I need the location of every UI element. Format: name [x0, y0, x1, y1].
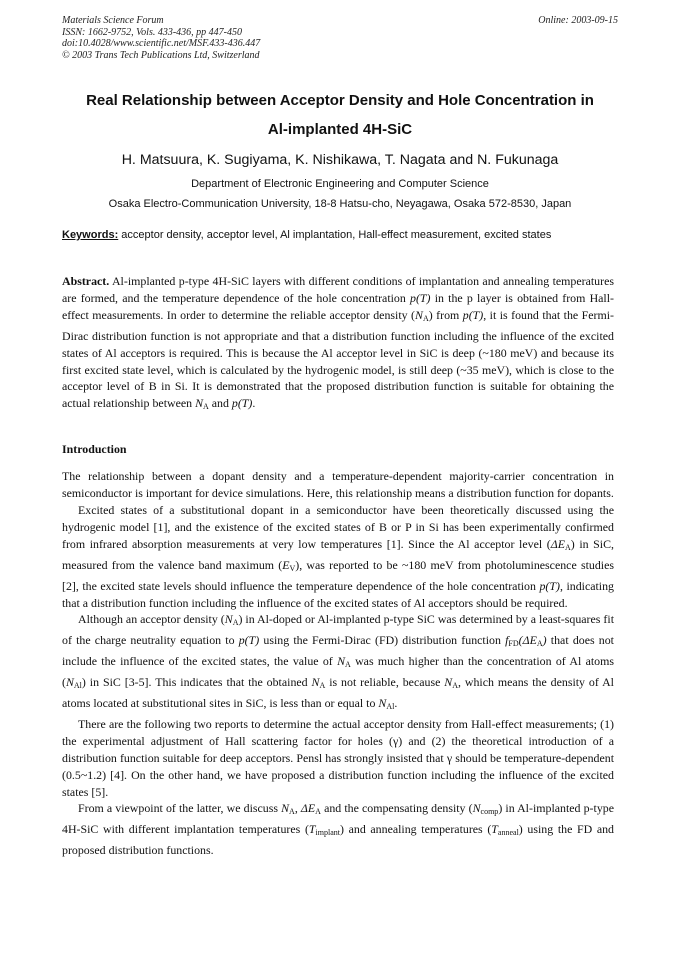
journal-name: Materials Science Forum	[62, 15, 164, 26]
keywords-label: Keywords:	[62, 229, 119, 241]
symbol-NA: $N_A$	[311, 675, 326, 691]
symbol-gamma: γ	[446, 750, 453, 765]
introduction-heading: Introduction	[62, 442, 127, 457]
affiliation-department: Department of Electronic Engineering and Computer Science	[191, 178, 489, 190]
issn-line: ISSN: 1662-9752, Vols. 433-436, pp 447-450	[62, 26, 242, 38]
symbol-pT: p(T)	[231, 396, 253, 411]
intro-paragraph-3: Although an acceptor density $(N_A)$ in Al-doped or Al-implanted p-type SiC was determined by a least-squares fit of the charge neutrality equation to p(T) using the Fermi-Dirac (FD) distribution function $f_{FD}(\Delta E_A)$ that does not include the influence of the excited states, the value of $N_A$ was much higher than the concentration of Al atoms $(N_{Al})$ in SiC [3-5]. This indicates that the obtained $N_A$ is not reliable, because $N_A$, which means the density of Al atoms located at substitutional sites in SiC, is less than or equal to $N_{Al}$.	[62, 612, 614, 712]
intro-paragraph-2: Excited states of a substitutional dopant in a semiconductor have been theoretically discussed using the hydrogenic model [1], and the existence of the excited states of B or P in Si has been experimentally confirmed from infrared absorption measurements at very low temperatures [1]. Since the Al acceptor level $(\Delta E_A)$ in SiC, measured from the valence band maximum $(E_V)$, was reported to be ~180 meV from photoluminescence studies [2], the excited state levels should influence the temperature dependence of the hole concentration p(T), indicating that a distribution function including the influence of the excited states of Al acceptors should be required.	[62, 502, 614, 610]
copyright-line: © 2003 Trans Tech Publications Ltd, Switzerland	[62, 49, 260, 61]
symbol-NA: $N_A$	[281, 801, 295, 817]
symbol-EV: $E_V$	[282, 557, 296, 573]
symbol-NAl: $N_{Al}$	[65, 675, 82, 691]
symbol-gamma: γ	[392, 733, 399, 748]
title-line-2: Al-implanted 4H-SiC	[267, 121, 413, 138]
symbol-dEA: $\Delta E_A$	[300, 801, 321, 817]
intro-paragraph-4: There are the following two reports to determine the actual acceptor density from Hall-effect measurements; (1) the experimental adjustment of Hall scattering factor for holes (γ) and (2) the theoretical introduction of a distribution function suitable for deep acceptors. Pensl has strongly insisted that γ should be temperature-dependent (0.5~1.2) [4]. On the other hand, we have proposed a distribution function including the influence of the excited states [5].	[62, 716, 615, 799]
journal-header	[62, 15, 618, 61]
symbol-NAl: $N_{Al}$	[378, 696, 395, 712]
symbol-pT: p(T)	[238, 633, 260, 648]
online-date: Online: 2003-09-15	[538, 15, 618, 26]
keywords-text: acceptor density, acceptor level, Al implantation, Hall-effect measurement, excited states	[118, 229, 552, 241]
paper-body	[62, 273, 614, 859]
symbol-NA: $N_A$	[444, 675, 458, 691]
authors: H. Matsuura, K. Sugiyama, K. Nishikawa, T. Nagata and N. Fukunaga	[121, 152, 559, 168]
intro-paragraph-5: From a viewpoint of the latter, we discuss $N_A$, $\Delta E_A$ and the compensating density $(N_{comp})$ in Al-implanted p-type 4H-SiC with different implantation temperatures $(T_{implant})$ and annealing temperatures $(T_{anneal})$ using the FD and proposed distribution functions.	[62, 801, 615, 858]
symbol-pT: p(T)	[410, 290, 431, 305]
affiliation	[62, 174, 618, 214]
symbol-pT: p(T)	[539, 578, 560, 593]
symbol-fFD: $f_{FD}(\Delta E_A)$	[505, 633, 547, 649]
symbol-NA: $N_A$	[337, 654, 351, 670]
symbol-Ncomp: $N_{comp}$	[472, 801, 499, 817]
symbol-NA: $N_A$	[195, 396, 209, 412]
paper-title	[62, 86, 618, 144]
intro-paragraph-1: The relationship between a dopant density and a temperature-dependent majority-carrier concentration in semiconductor is important for device simulations. Here, this relationship means a distribution function for dopants.	[62, 469, 614, 501]
doi-line: doi:10.4028/www.scientific.net/MSF.433-436.447	[62, 38, 261, 50]
symbol-pT: p(T)	[462, 307, 484, 322]
abstract: Abstract. Al-implanted p-type 4H-SiC layers with different conditions of implantation and annealing temperatures are formed, and the temperature dependence of the hole concentration p(T) in the p layer is obtained from Hall-effect measurements. In order to determine the reliable acceptor density $(N_A)$ from p(T), it is found that the Fermi-Dirac distribution function is not appropriate and that a distribution function including the influence of the excited states of Al acceptors is required. This is because the Al acceptor level in SiC is deep (~180 meV) and because its first excited state level, which is calculated by the hydrogenic model, is still deep (~35 meV), which is close to the acceptor level of B in Si. It is demonstrated that the proposed distribution function is suitable for obtaining the actual relationship between $N_A$ and p(T).	[62, 274, 614, 412]
symbol-NA: $N_A$	[415, 307, 429, 323]
symbol-dEA: $\Delta E_A$	[550, 536, 571, 552]
title-line-1: Real Relationship between Acceptor Density and Hole Concentration in	[86, 92, 594, 109]
symbol-Timplant: $T_{implant}$	[308, 822, 340, 838]
symbol-Tanneal: $T_{anneal}$	[491, 822, 519, 838]
abstract-label: Abstract.	[62, 274, 110, 288]
keywords	[62, 227, 622, 243]
symbol-NA: $N_A$	[224, 612, 239, 628]
affiliation-address: Osaka Electro-Communication University, 18-8 Hatsu-cho, Neyagawa, Osaka 572-8530, Japan	[108, 198, 572, 210]
